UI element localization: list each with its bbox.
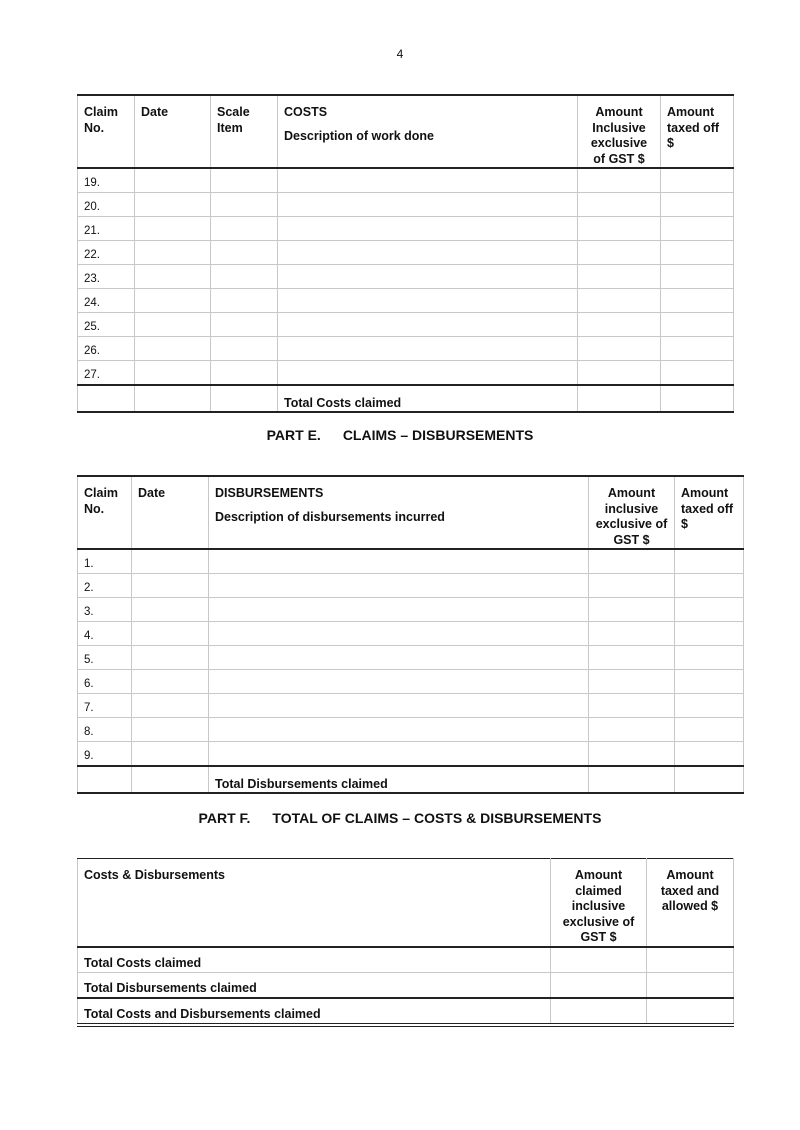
entry-cell[interactable] [675, 549, 744, 574]
entry-cell[interactable] [132, 598, 209, 622]
entry-cell[interactable] [135, 337, 211, 361]
entry-cell[interactable] [589, 742, 675, 767]
costs-table-body [78, 168, 734, 385]
entry-cell[interactable] [209, 549, 589, 574]
costs-table [77, 94, 734, 413]
row-total-costs-allowed[interactable] [647, 947, 734, 973]
table-row [78, 193, 734, 217]
entry-cell[interactable] [209, 670, 589, 694]
header-description: Description of disbursements incurred [215, 509, 445, 524]
entry-cell[interactable] [675, 598, 744, 622]
entry-cell[interactable] [211, 265, 278, 289]
part-e-title: CLAIMS – DISBURSEMENTS [342, 427, 534, 443]
entry-cell[interactable] [589, 622, 675, 646]
table-row [78, 168, 734, 193]
entry-cell[interactable] [209, 574, 589, 598]
claim-number: 24. [78, 289, 135, 313]
entry-cell[interactable] [135, 193, 211, 217]
table-row [78, 574, 744, 598]
claim-number: 4. [78, 622, 132, 646]
claim-number: 20. [78, 193, 135, 217]
entry-cell[interactable] [278, 265, 578, 289]
entry-cell[interactable] [589, 694, 675, 718]
header-amount-inclusive: Amount Inclusive exclusive of GST $ [578, 95, 661, 168]
part-f-title: TOTAL OF CLAIMS – COSTS & DISBURSEMENTS [272, 810, 602, 826]
total-cell-empty [78, 766, 132, 793]
table-row [78, 694, 744, 718]
total-disbursements-label: Total Disbursements claimed [209, 766, 589, 793]
entry-cell[interactable] [589, 646, 675, 670]
header-date: Date [132, 476, 209, 549]
total-disbursements-amount[interactable] [589, 766, 675, 793]
total-costs-label: Total Costs claimed [278, 385, 578, 412]
header-amount-taxed: Amount taxed off $ [675, 476, 744, 549]
entry-cell[interactable] [578, 217, 661, 241]
part-f-heading [0, 810, 800, 826]
total-cell-empty [211, 385, 278, 412]
header-claim-no: Claim No. [78, 476, 132, 549]
entry-cell[interactable] [675, 694, 744, 718]
entry-cell[interactable] [209, 694, 589, 718]
entry-cell[interactable] [578, 361, 661, 386]
claim-number: 2. [78, 574, 132, 598]
entry-cell[interactable] [132, 622, 209, 646]
claim-number: 25. [78, 313, 135, 337]
entry-cell[interactable] [209, 742, 589, 767]
table-row [78, 289, 734, 313]
table-row [78, 598, 744, 622]
entry-cell[interactable] [661, 361, 734, 386]
header-claim-no: Claim No. [78, 95, 135, 168]
header-amount-taxed: Amount taxed off $ [661, 95, 734, 168]
entry-cell[interactable] [132, 574, 209, 598]
disbursements-table-body [78, 549, 744, 766]
part-e-heading [0, 427, 800, 443]
part-e-label: PART E. [266, 427, 321, 443]
entry-cell[interactable] [211, 168, 278, 193]
table-row [78, 646, 744, 670]
header-amount-inclusive: Amount inclusive exclusive of GST $ [589, 476, 675, 549]
header-description: Description of work done [284, 128, 435, 143]
entry-cell[interactable] [135, 361, 211, 386]
table-row [78, 622, 744, 646]
row-total-costs-claimed[interactable] [551, 947, 647, 973]
entry-cell[interactable] [211, 337, 278, 361]
disbursements-table [77, 475, 744, 794]
entry-cell[interactable] [132, 694, 209, 718]
claim-number: 27. [78, 361, 135, 386]
header-scale-item: Scale Item [211, 95, 278, 168]
part-f-label: PART F. [198, 810, 251, 826]
entry-cell[interactable] [589, 574, 675, 598]
entry-cell[interactable] [278, 289, 578, 313]
row-total-disbursements-allowed[interactable] [647, 973, 734, 999]
header-costs-disbursements: Costs & Disbursements [78, 859, 551, 948]
table-row [78, 241, 734, 265]
claim-number: 5. [78, 646, 132, 670]
entry-cell[interactable] [209, 718, 589, 742]
entry-cell[interactable] [278, 313, 578, 337]
claim-number: 7. [78, 694, 132, 718]
claim-number: 26. [78, 337, 135, 361]
entry-cell[interactable] [661, 265, 734, 289]
entry-cell[interactable] [661, 217, 734, 241]
entry-cell[interactable] [278, 361, 578, 386]
header-costs-title: COSTS [284, 105, 328, 119]
entry-cell[interactable] [135, 217, 211, 241]
claim-number: 1. [78, 549, 132, 574]
entry-cell[interactable] [578, 313, 661, 337]
table-row [78, 217, 734, 241]
total-cell-empty [135, 385, 211, 412]
entry-cell[interactable] [675, 670, 744, 694]
claim-number: 19. [78, 168, 135, 193]
entry-cell[interactable] [132, 670, 209, 694]
total-costs-taxed[interactable] [661, 385, 734, 412]
header-costs [278, 95, 578, 168]
entry-cell[interactable] [132, 718, 209, 742]
entry-cell[interactable] [209, 622, 589, 646]
entry-cell[interactable] [661, 313, 734, 337]
entry-cell[interactable] [675, 622, 744, 646]
entry-cell[interactable] [211, 313, 278, 337]
table-row [78, 361, 734, 386]
entry-cell[interactable] [209, 646, 589, 670]
entry-cell[interactable] [132, 549, 209, 574]
total-cell-empty [132, 766, 209, 793]
table-row [78, 670, 744, 694]
claim-number: 3. [78, 598, 132, 622]
claim-number: 8. [78, 718, 132, 742]
page-number: 4 [396, 47, 404, 61]
entry-cell[interactable] [589, 718, 675, 742]
entry-cell[interactable] [135, 313, 211, 337]
entry-cell[interactable] [578, 265, 661, 289]
row-grand-total-claimed[interactable] [551, 998, 647, 1025]
totals-table [77, 858, 734, 1027]
entry-cell[interactable] [132, 742, 209, 767]
entry-cell[interactable] [589, 670, 675, 694]
entry-cell[interactable] [675, 574, 744, 598]
entry-cell[interactable] [589, 549, 675, 574]
header-date: Date [135, 95, 211, 168]
entry-cell[interactable] [578, 289, 661, 313]
claim-number: 6. [78, 670, 132, 694]
entry-cell[interactable] [661, 337, 734, 361]
claim-number: 21. [78, 217, 135, 241]
entry-cell[interactable] [278, 337, 578, 361]
entry-cell[interactable] [211, 193, 278, 217]
entry-cell[interactable] [132, 646, 209, 670]
header-disbursements-title: DISBURSEMENTS [215, 486, 324, 500]
header-disbursements [209, 476, 589, 549]
row-total-disbursements-label: Total Disbursements claimed [78, 973, 551, 999]
claim-number: 23. [78, 265, 135, 289]
total-cell-empty [78, 385, 135, 412]
entry-cell[interactable] [211, 289, 278, 313]
entry-cell[interactable] [578, 337, 661, 361]
row-grand-total-label: Total Costs and Disbursements claimed [78, 998, 551, 1025]
header-amount-claimed: Amount claimed inclusive exclusive of GST $ [551, 859, 647, 948]
row-grand-total-allowed[interactable] [647, 998, 734, 1025]
table-row [78, 718, 744, 742]
entry-cell[interactable] [578, 241, 661, 265]
entry-cell[interactable] [675, 718, 744, 742]
entry-cell[interactable] [589, 598, 675, 622]
table-row [78, 742, 744, 767]
entry-cell[interactable] [211, 217, 278, 241]
entry-cell[interactable] [278, 193, 578, 217]
entry-cell[interactable] [661, 289, 734, 313]
entry-cell[interactable] [135, 289, 211, 313]
entry-cell[interactable] [661, 168, 734, 193]
row-total-disbursements-claimed[interactable] [551, 973, 647, 999]
entry-cell[interactable] [661, 241, 734, 265]
total-disbursements-taxed[interactable] [675, 766, 744, 793]
table-row [78, 313, 734, 337]
entry-cell[interactable] [209, 598, 589, 622]
entry-cell[interactable] [211, 241, 278, 265]
total-costs-amount[interactable] [578, 385, 661, 412]
claim-number: 9. [78, 742, 132, 767]
entry-cell[interactable] [135, 168, 211, 193]
entry-cell[interactable] [278, 241, 578, 265]
entry-cell[interactable] [135, 241, 211, 265]
row-total-costs-label: Total Costs claimed [78, 947, 551, 973]
entry-cell[interactable] [211, 361, 278, 386]
entry-cell[interactable] [675, 646, 744, 670]
table-row [78, 337, 734, 361]
header-amount-allowed: Amount taxed and allowed $ [647, 859, 734, 948]
entry-cell[interactable] [135, 265, 211, 289]
table-row [78, 549, 744, 574]
entry-cell[interactable] [578, 168, 661, 193]
entry-cell[interactable] [661, 193, 734, 217]
entry-cell[interactable] [675, 742, 744, 767]
claim-number: 22. [78, 241, 135, 265]
entry-cell[interactable] [278, 168, 578, 193]
table-row [78, 265, 734, 289]
entry-cell[interactable] [578, 193, 661, 217]
entry-cell[interactable] [278, 217, 578, 241]
